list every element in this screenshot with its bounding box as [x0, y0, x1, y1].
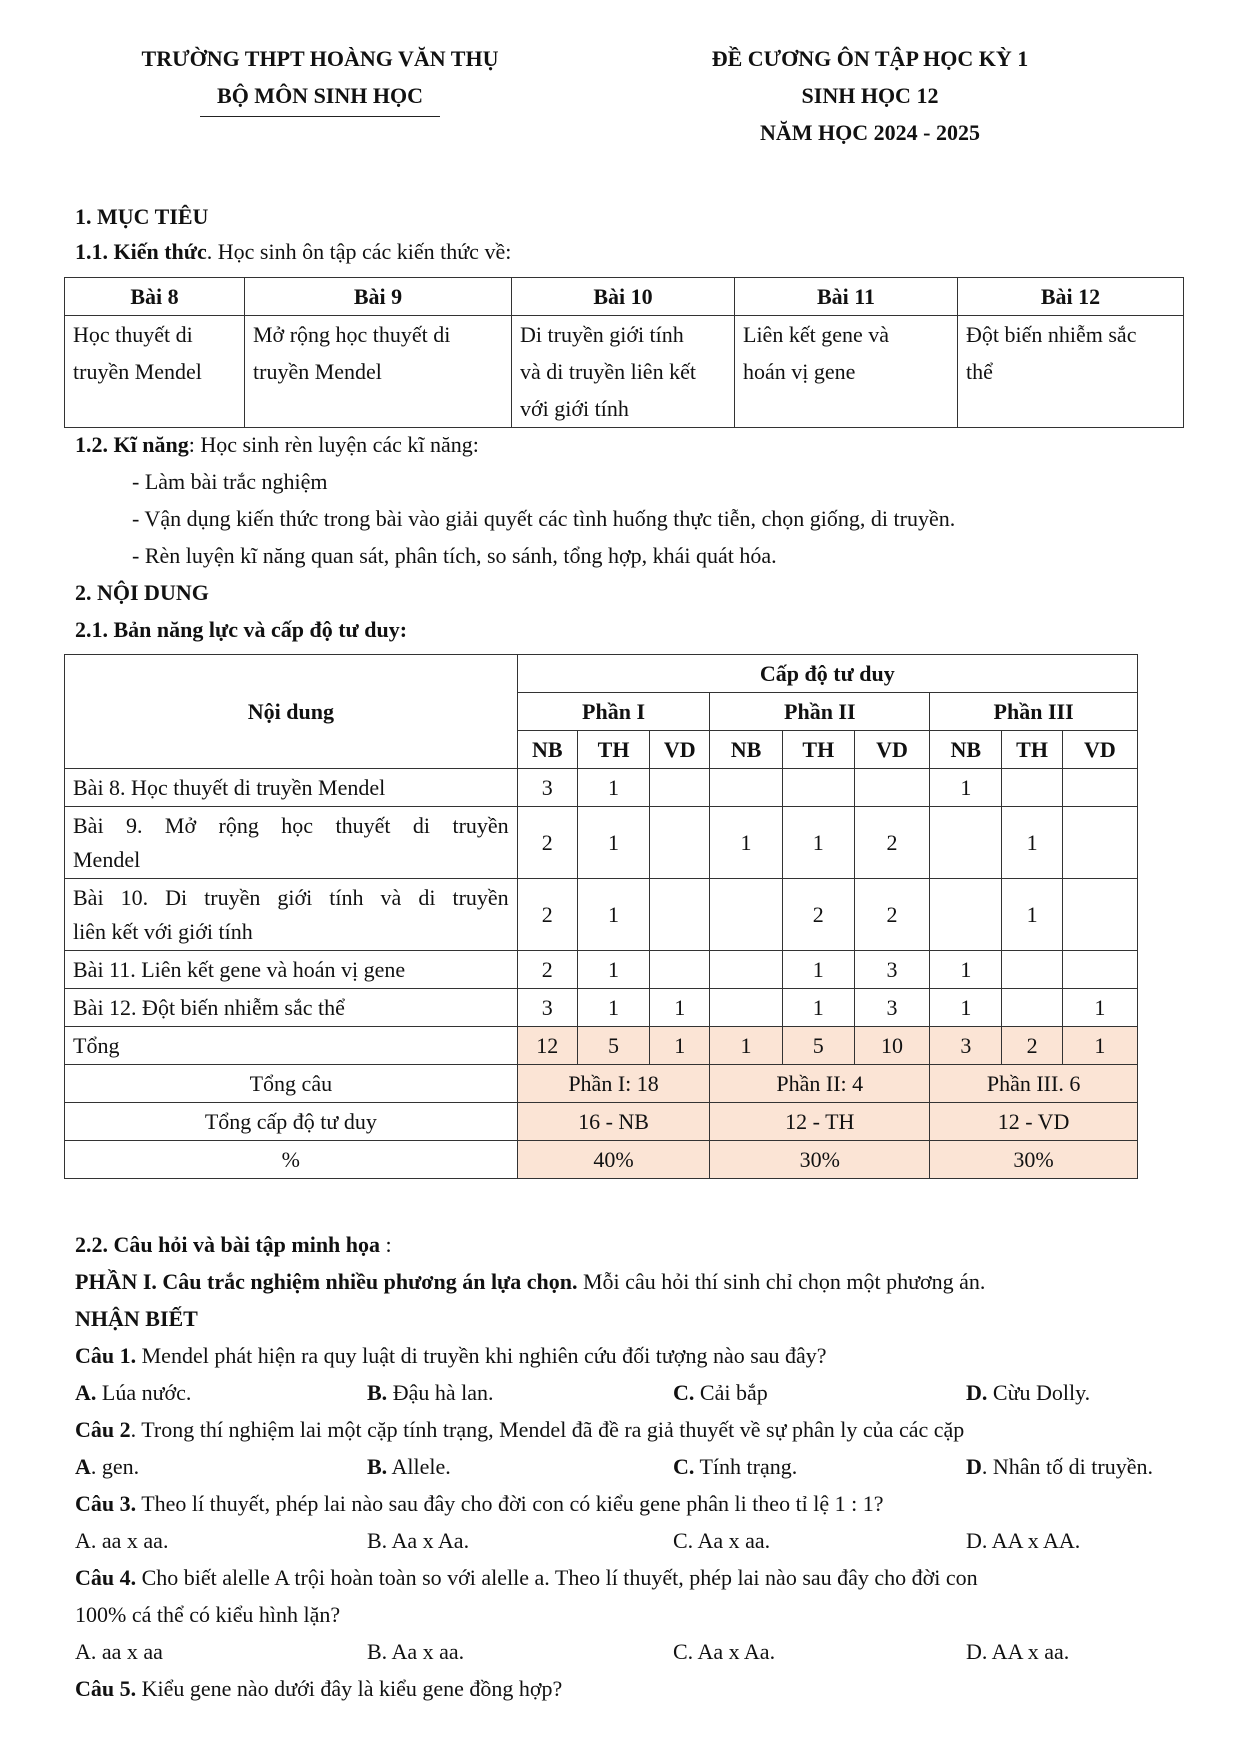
answer-option[interactable] [966, 1526, 1080, 1556]
summary-cell: Phần III. 6 [930, 1065, 1138, 1103]
option-letter: D. [966, 1639, 988, 1664]
skills-intro [75, 430, 479, 460]
summary-label: % [65, 1141, 518, 1179]
header-underline [200, 116, 440, 117]
count-cell: 3 [517, 989, 577, 1027]
option-letter: A. [75, 1528, 97, 1553]
option-text: Aa x aa. [693, 1528, 771, 1553]
summary-row [65, 1141, 1138, 1179]
answer-option[interactable] [367, 1452, 451, 1482]
count-cell [1002, 989, 1062, 1027]
summary-row [65, 1065, 1138, 1103]
count-cell [1062, 879, 1137, 951]
option-text: Aa x aa. [387, 1639, 465, 1664]
knowledge-label: 1.1. Kiến thức [75, 239, 207, 264]
summary-label: Tổng câu [65, 1065, 518, 1103]
lessons-table [64, 277, 1184, 428]
question-text [75, 1489, 884, 1519]
question-stem: . Trong thí nghiệm lai một cặp tính trạng, Mendel đã đề ra giả thuyết về sự phân ly của các cặp [130, 1417, 965, 1442]
count-cell: 1 [930, 989, 1002, 1027]
count-cell [710, 989, 782, 1027]
count-cell [710, 951, 782, 989]
matrix-heading: 2.1. Bản năng lực và cấp độ tư duy: [75, 617, 408, 642]
lesson-desc-line: và di truyền liên kết [520, 359, 696, 384]
school-name: TRƯỜNG THPT HOÀNG VĂN THỤ [141, 46, 499, 71]
option-text: Aa x Aa. [693, 1639, 776, 1664]
doc-year: NĂM HỌC 2024 - 2025 [760, 120, 980, 145]
doc-title: ĐỀ CƯƠNG ÔN TẬP HỌC KỲ 1 [711, 46, 1029, 71]
lesson-desc [958, 316, 1184, 428]
option-text: Tính trạng. [694, 1454, 798, 1479]
lesson-header: Bài 10 [512, 278, 735, 316]
question-text [75, 1674, 562, 1704]
answer-option[interactable] [75, 1637, 163, 1667]
count-cell: 1 [577, 951, 649, 989]
option-letter: D. [966, 1380, 988, 1405]
count-cell: 1 [710, 807, 782, 879]
count-cell: 2 [517, 807, 577, 879]
summary-cell: 12 - VD [930, 1103, 1138, 1141]
question-label: Câu 1. [75, 1343, 137, 1368]
count-cell [1062, 951, 1137, 989]
part-header: Phần III [930, 693, 1138, 731]
question-label: Câu 5. [75, 1676, 137, 1701]
questions-heading-text: 2.2. Câu hỏi và bài tập minh họa [75, 1232, 381, 1257]
lesson-cell [65, 989, 518, 1027]
lesson-desc-line: thể [966, 359, 993, 384]
option-letter: B. [367, 1380, 388, 1405]
count-cell: 1 [1062, 989, 1137, 1027]
level-heading: NHẬN BIẾT [75, 1306, 198, 1331]
department-name: BỘ MÔN SINH HỌC [217, 83, 423, 108]
question-stem: Cho biết alelle A trội hoàn toàn so với alelle a. Theo lí thuyết, phép lai nào sau đây cho đời con [136, 1565, 978, 1590]
lesson-cell [65, 769, 518, 807]
option-letter: A [75, 1454, 91, 1479]
section-2-heading: 2. NỘI DUNG [75, 580, 209, 605]
answer-option[interactable] [75, 1526, 168, 1556]
skills-label: 1.2. Kĩ năng [75, 432, 189, 457]
total-cell: 2 [1002, 1027, 1062, 1065]
total-cell: 1 [1062, 1027, 1137, 1065]
lesson-cell [65, 879, 518, 951]
skill-item: - Làm bài trắc nghiệm [132, 469, 328, 494]
skills-text: : Học sinh rèn luyện các kĩ năng: [188, 432, 479, 457]
lesson-desc-line: Di truyền giới tính [520, 322, 684, 347]
question-text [75, 1600, 340, 1630]
question-label: Câu 4. [75, 1565, 137, 1590]
level-header: TH [577, 731, 649, 769]
level-header: VD [650, 731, 710, 769]
option-text: Allele. [387, 1454, 451, 1479]
lesson-desc-line: với giới tính [520, 396, 629, 421]
lesson-header: Bài 9 [245, 278, 512, 316]
knowledge-text: . Học sinh ôn tập các kiến thức về: [206, 239, 512, 264]
count-cell [782, 769, 854, 807]
matrix-row [65, 769, 1138, 807]
answer-option[interactable] [673, 1526, 770, 1556]
total-cell: 5 [577, 1027, 649, 1065]
school-header [95, 40, 545, 117]
count-cell: 1 [650, 989, 710, 1027]
levels-header: Cấp độ tư duy [517, 655, 1137, 693]
matrix-row [65, 951, 1138, 989]
total-cell: 10 [854, 1027, 929, 1065]
option-text: Lúa nước. [96, 1380, 192, 1405]
level-header: VD [1062, 731, 1137, 769]
matrix-total-row [65, 1027, 1138, 1065]
answer-option[interactable] [673, 1452, 797, 1482]
summary-cell: Phần II: 4 [710, 1065, 930, 1103]
lesson-desc [245, 316, 512, 428]
summary-cell: 30% [930, 1141, 1138, 1179]
lessons-header-row [65, 278, 1184, 316]
option-letter: D [966, 1454, 982, 1479]
part1-instruction [75, 1267, 985, 1297]
competency-matrix [64, 654, 1138, 1179]
lesson-header: Bài 11 [735, 278, 958, 316]
lesson-desc-line: hoán vị gene [743, 359, 856, 384]
count-cell: 1 [577, 769, 649, 807]
summary-cell: 40% [517, 1141, 710, 1179]
option-letter: C. [673, 1454, 695, 1479]
answer-option[interactable] [966, 1378, 1090, 1408]
count-cell: 2 [854, 879, 929, 951]
level-header: TH [1002, 731, 1062, 769]
count-cell [930, 807, 1002, 879]
count-cell: 2 [517, 879, 577, 951]
count-cell: 3 [517, 769, 577, 807]
count-cell [710, 769, 782, 807]
count-cell: 3 [854, 951, 929, 989]
questions-heading-tail: : [380, 1232, 392, 1257]
count-cell [1002, 769, 1062, 807]
lesson-cell [65, 951, 518, 989]
lesson-cell-line: Bài 11. Liên kết gene và hoán vị gene [73, 956, 406, 982]
answer-option[interactable] [673, 1637, 775, 1667]
question-stem: Theo lí thuyết, phép lai nào sau đây cho đời con có kiểu gene phân li theo tỉ lệ 1 : 1? [136, 1491, 884, 1516]
question-label: Câu 3. [75, 1491, 137, 1516]
answer-option[interactable] [367, 1378, 493, 1408]
total-cell: 1 [710, 1027, 782, 1065]
count-cell: 2 [517, 951, 577, 989]
level-header: TH [782, 731, 854, 769]
level-header: NB [930, 731, 1002, 769]
answer-option[interactable] [673, 1378, 768, 1408]
option-text: aa x aa. [96, 1528, 169, 1553]
count-cell [930, 879, 1002, 951]
skill-item: - Vận dụng kiến thức trong bài vào giải quyết các tình huống thực tiễn, chọn giống, di truyền. [132, 506, 956, 531]
level-header: VD [854, 731, 929, 769]
skill-item: - Rèn luyện kĩ năng quan sát, phân tích, so sánh, tổng hợp, khái quát hóa. [132, 543, 777, 568]
lesson-cell [65, 807, 518, 879]
count-cell [710, 879, 782, 951]
option-text: Cừu Dolly. [987, 1380, 1091, 1405]
count-cell [650, 951, 710, 989]
count-cell: 1 [930, 951, 1002, 989]
matrix-header-row [65, 655, 1138, 693]
count-cell [854, 769, 929, 807]
lesson-desc-line: Học thuyết di [73, 322, 193, 347]
lesson-desc [512, 316, 735, 428]
option-text: AA x AA. [987, 1528, 1081, 1553]
answer-option[interactable] [367, 1637, 464, 1667]
knowledge-intro [75, 237, 511, 267]
total-cell: 3 [930, 1027, 1002, 1065]
matrix-body [65, 769, 1138, 1179]
answer-option[interactable] [75, 1452, 139, 1482]
lesson-desc-line: Mở rộng học thuyết di [253, 322, 451, 347]
total-label: Tổng [65, 1027, 518, 1065]
question-label: Câu 2 [75, 1417, 131, 1442]
count-cell [650, 769, 710, 807]
total-cell: 12 [517, 1027, 577, 1065]
lessons-desc-row [65, 316, 1184, 428]
option-text: Cải bắp [694, 1380, 768, 1405]
part-header: Phần II [710, 693, 930, 731]
question-text [75, 1563, 978, 1593]
part1-text: Mỗi câu hỏi thí sinh chỉ chọn một phương án. [577, 1269, 986, 1294]
question-text [75, 1415, 964, 1445]
option-letter: C. [673, 1639, 694, 1664]
count-cell: 2 [854, 807, 929, 879]
total-cell: 5 [782, 1027, 854, 1065]
doc-subject: SINH HỌC 12 [801, 83, 939, 108]
part-header: Phần I [517, 693, 710, 731]
option-text: aa x aa [96, 1639, 163, 1664]
total-cell: 1 [650, 1027, 710, 1065]
count-cell: 1 [930, 769, 1002, 807]
lesson-desc [65, 316, 245, 428]
lesson-desc-line: Đột biến nhiễm sắc [966, 322, 1137, 347]
level-header: NB [710, 731, 782, 769]
questions-heading [75, 1230, 392, 1260]
answer-option[interactable] [367, 1526, 469, 1556]
lesson-cell-line: Mendel [73, 846, 141, 872]
question-stem: 100% cá thể có kiểu hình lặn? [75, 1602, 341, 1627]
option-text: Aa x Aa. [387, 1528, 470, 1553]
answer-option[interactable] [966, 1637, 1069, 1667]
level-header: NB [517, 731, 577, 769]
part1-title: PHẦN I. Câu trắc nghiệm nhiều phương án lựa chọn. [75, 1269, 578, 1294]
count-cell [1002, 951, 1062, 989]
lesson-cell-line: Bài 9. Mở rộng học thuyết di truyền [73, 812, 509, 838]
option-letter: D. [966, 1528, 988, 1553]
section-1-heading: 1. MỤC TIÊU [75, 204, 209, 229]
summary-cell: 16 - NB [517, 1103, 710, 1141]
count-cell [1062, 769, 1137, 807]
count-cell: 1 [782, 807, 854, 879]
count-cell [650, 879, 710, 951]
summary-cell: 12 - TH [710, 1103, 930, 1141]
summary-row [65, 1103, 1138, 1141]
lesson-desc-line: Liên kết gene và [743, 322, 889, 347]
question-text [75, 1341, 827, 1371]
option-letter: A. [75, 1380, 97, 1405]
option-letter: A. [75, 1639, 97, 1664]
matrix-row [65, 989, 1138, 1027]
doc-title-block [640, 40, 1100, 151]
summary-cell: Phần I: 18 [517, 1065, 710, 1103]
option-letter: B. [367, 1639, 388, 1664]
option-text: . gen. [90, 1454, 140, 1479]
count-cell: 3 [854, 989, 929, 1027]
count-cell: 2 [782, 879, 854, 951]
question-stem: Mendel phát hiện ra quy luật di truyền khi nghiên cứu đối tượng nào sau đây? [136, 1343, 827, 1368]
lesson-header: Bài 8 [65, 278, 245, 316]
question-stem: Kiểu gene nào dưới đây là kiểu gene đồng hợp? [136, 1676, 563, 1701]
count-cell: 1 [782, 951, 854, 989]
option-letter: B. [367, 1528, 388, 1553]
option-letter: C. [673, 1528, 694, 1553]
answer-option[interactable] [75, 1378, 191, 1408]
option-text: AA x aa. [987, 1639, 1070, 1664]
summary-label: Tổng cấp độ tư duy [65, 1103, 518, 1141]
summary-cell: 30% [710, 1141, 930, 1179]
matrix-row [65, 879, 1138, 951]
count-cell [650, 807, 710, 879]
option-text: Đậu hà lan. [387, 1380, 494, 1405]
option-text: . Nhân tố di truyền. [981, 1454, 1153, 1479]
count-cell: 1 [577, 989, 649, 1027]
lesson-cell-line: liên kết với giới tính [73, 918, 253, 944]
lesson-desc-line: truyền Mendel [253, 359, 382, 384]
count-cell: 1 [1002, 807, 1062, 879]
count-cell: 1 [782, 989, 854, 1027]
lesson-cell-line: Bài 12. Đột biến nhiễm sắc thể [73, 994, 345, 1020]
count-cell [1062, 807, 1137, 879]
lesson-cell-line: Bài 10. Di truyền giới tính và di truyền [73, 884, 509, 910]
lesson-desc-line: truyền Mendel [73, 359, 202, 384]
count-cell: 1 [1002, 879, 1062, 951]
lesson-desc [735, 316, 958, 428]
lesson-cell-line: Bài 8. Học thuyết di truyền Mendel [73, 774, 386, 800]
content-column-header: Nội dung [65, 655, 518, 769]
option-letter: C. [673, 1380, 695, 1405]
lesson-header: Bài 12 [958, 278, 1184, 316]
matrix-row [65, 807, 1138, 879]
answer-option[interactable] [966, 1452, 1153, 1482]
option-letter: B. [367, 1454, 388, 1479]
count-cell: 1 [577, 879, 649, 951]
count-cell: 1 [577, 807, 649, 879]
